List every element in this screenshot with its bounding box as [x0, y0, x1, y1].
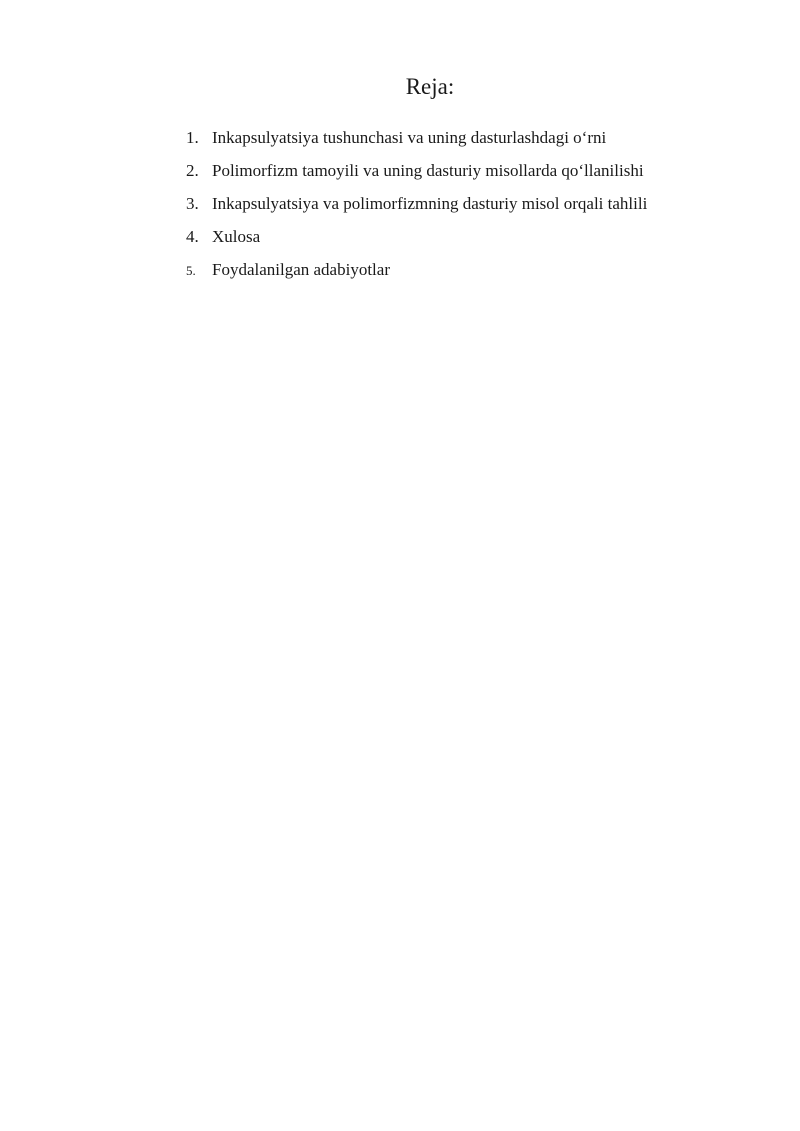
list-item-text: Inkapsulyatsiya va polimorfizmning dasturiy misol orqali tahlili	[212, 194, 648, 213]
list-item-text: Xulosa	[212, 227, 261, 246]
plan-list	[186, 125, 647, 290]
list-item-number: 4.	[186, 227, 199, 246]
page-title: Reja:	[405, 74, 455, 99]
list-item-text: Inkapsulyatsiya tushunchasi va uning dasturlashdagi o‘rni	[212, 128, 607, 147]
list-item-number: 2.	[186, 161, 199, 180]
list-item-number: 1.	[186, 128, 199, 147]
list-item	[186, 191, 647, 224]
list-item	[186, 125, 647, 158]
list-item-text: Polimorfizm tamoyili va uning dasturiy misollarda qo‘llanilishi	[212, 161, 644, 180]
list-item-number: 3.	[186, 194, 199, 213]
list-item	[186, 257, 647, 290]
list-item-text: Foydalanilgan adabiyotlar	[212, 260, 390, 279]
list-item	[186, 158, 647, 191]
list-item	[186, 224, 647, 257]
list-item-number: 5.	[186, 263, 196, 278]
